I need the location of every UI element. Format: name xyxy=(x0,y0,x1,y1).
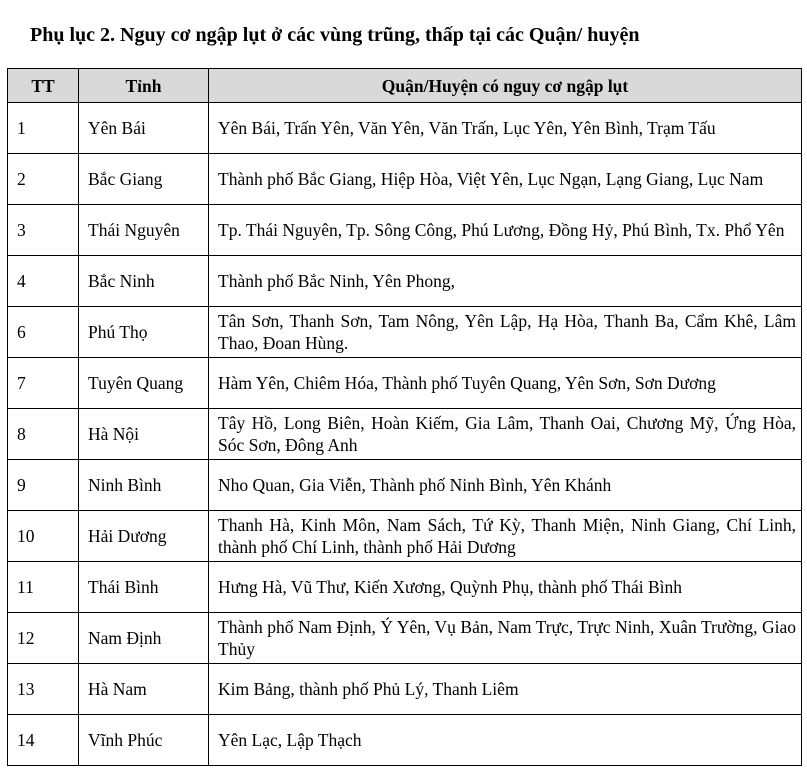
cell-province: Tuyên Quang xyxy=(79,358,209,409)
cell-districts: Hưng Hà, Vũ Thư, Kiến Xương, Quỳnh Phụ, thành phố Thái Bình xyxy=(209,562,802,613)
cell-tt: 14 xyxy=(8,715,79,766)
cell-districts: Kim Bảng, thành phố Phủ Lý, Thanh Liêm xyxy=(209,664,802,715)
cell-province: Bắc Giang xyxy=(79,154,209,205)
cell-tt: 4 xyxy=(8,256,79,307)
cell-districts: Yên Bái, Trấn Yên, Văn Yên, Văn Trấn, Lục Yên, Yên Bình, Trạm Tấu xyxy=(209,103,802,154)
cell-tt: 13 xyxy=(8,664,79,715)
cell-tt: 9 xyxy=(8,460,79,511)
cell-province: Thái Bình xyxy=(79,562,209,613)
flood-risk-table xyxy=(7,68,802,766)
cell-districts: Thanh Hà, Kinh Môn, Nam Sách, Tứ Kỳ, Thanh Miện, Ninh Giang, Chí Linh, thành phố Chí Linh, thành phố Hải Dương xyxy=(209,511,802,562)
table-row xyxy=(8,205,802,256)
cell-tt: 3 xyxy=(8,205,79,256)
cell-province: Nam Định xyxy=(79,613,209,664)
cell-province: Thái Nguyên xyxy=(79,205,209,256)
cell-tt: 1 xyxy=(8,103,79,154)
table-row xyxy=(8,154,802,205)
cell-districts: Yên Lạc, Lập Thạch xyxy=(209,715,802,766)
table-row xyxy=(8,562,802,613)
cell-tt: 8 xyxy=(8,409,79,460)
cell-districts: Thành phố Bắc Giang, Hiệp Hòa, Việt Yên, Lục Ngạn, Lạng Giang, Lục Nam xyxy=(209,154,802,205)
cell-province: Bắc Ninh xyxy=(79,256,209,307)
header-tt: TT xyxy=(8,69,79,103)
cell-districts: Hàm Yên, Chiêm Hóa, Thành phố Tuyên Quang, Yên Sơn, Sơn Dương xyxy=(209,358,802,409)
header-province: Tỉnh xyxy=(79,69,209,103)
cell-districts: Tp. Thái Nguyên, Tp. Sông Công, Phú Lương, Đồng Hỷ, Phú Bình, Tx. Phổ Yên xyxy=(209,205,802,256)
cell-districts: Thành phố Nam Định, Ý Yên, Vụ Bản, Nam Trực, Trực Ninh, Xuân Trường, Giao Thủy xyxy=(209,613,802,664)
cell-districts: Tân Sơn, Thanh Sơn, Tam Nông, Yên Lập, Hạ Hòa, Thanh Ba, Cẩm Khê, Lâm Thao, Đoan Hùng. xyxy=(209,307,802,358)
cell-province: Vĩnh Phúc xyxy=(79,715,209,766)
document-title: Phụ lục 2. Nguy cơ ngập lụt ở các vùng trũng, thấp tại các Quận/ huyện xyxy=(30,24,640,46)
table-row xyxy=(8,307,802,358)
table-row xyxy=(8,460,802,511)
table-row xyxy=(8,409,802,460)
cell-districts: Nho Quan, Gia Viễn, Thành phố Ninh Bình, Yên Khánh xyxy=(209,460,802,511)
table-row xyxy=(8,511,802,562)
cell-tt: 12 xyxy=(8,613,79,664)
cell-province: Phú Thọ xyxy=(79,307,209,358)
table-row xyxy=(8,256,802,307)
cell-tt: 6 xyxy=(8,307,79,358)
cell-tt: 2 xyxy=(8,154,79,205)
cell-districts: Thành phố Bắc Ninh, Yên Phong, xyxy=(209,256,802,307)
table-row xyxy=(8,613,802,664)
cell-province: Hà Nam xyxy=(79,664,209,715)
cell-districts: Tây Hồ, Long Biên, Hoàn Kiếm, Gia Lâm, Thanh Oai, Chương Mỹ, Ứng Hòa, Sóc Sơn, Đông Anh xyxy=(209,409,802,460)
cell-province: Yên Bái xyxy=(79,103,209,154)
cell-tt: 11 xyxy=(8,562,79,613)
cell-province: Ninh Bình xyxy=(79,460,209,511)
cell-province: Hải Dương xyxy=(79,511,209,562)
cell-province: Hà Nội xyxy=(79,409,209,460)
table-row xyxy=(8,103,802,154)
table-row xyxy=(8,715,802,766)
header-districts: Quận/Huyện có nguy cơ ngập lụt xyxy=(209,69,802,103)
cell-tt: 10 xyxy=(8,511,79,562)
table-header-row xyxy=(8,69,802,103)
table-row xyxy=(8,664,802,715)
table-row xyxy=(8,358,802,409)
cell-tt: 7 xyxy=(8,358,79,409)
